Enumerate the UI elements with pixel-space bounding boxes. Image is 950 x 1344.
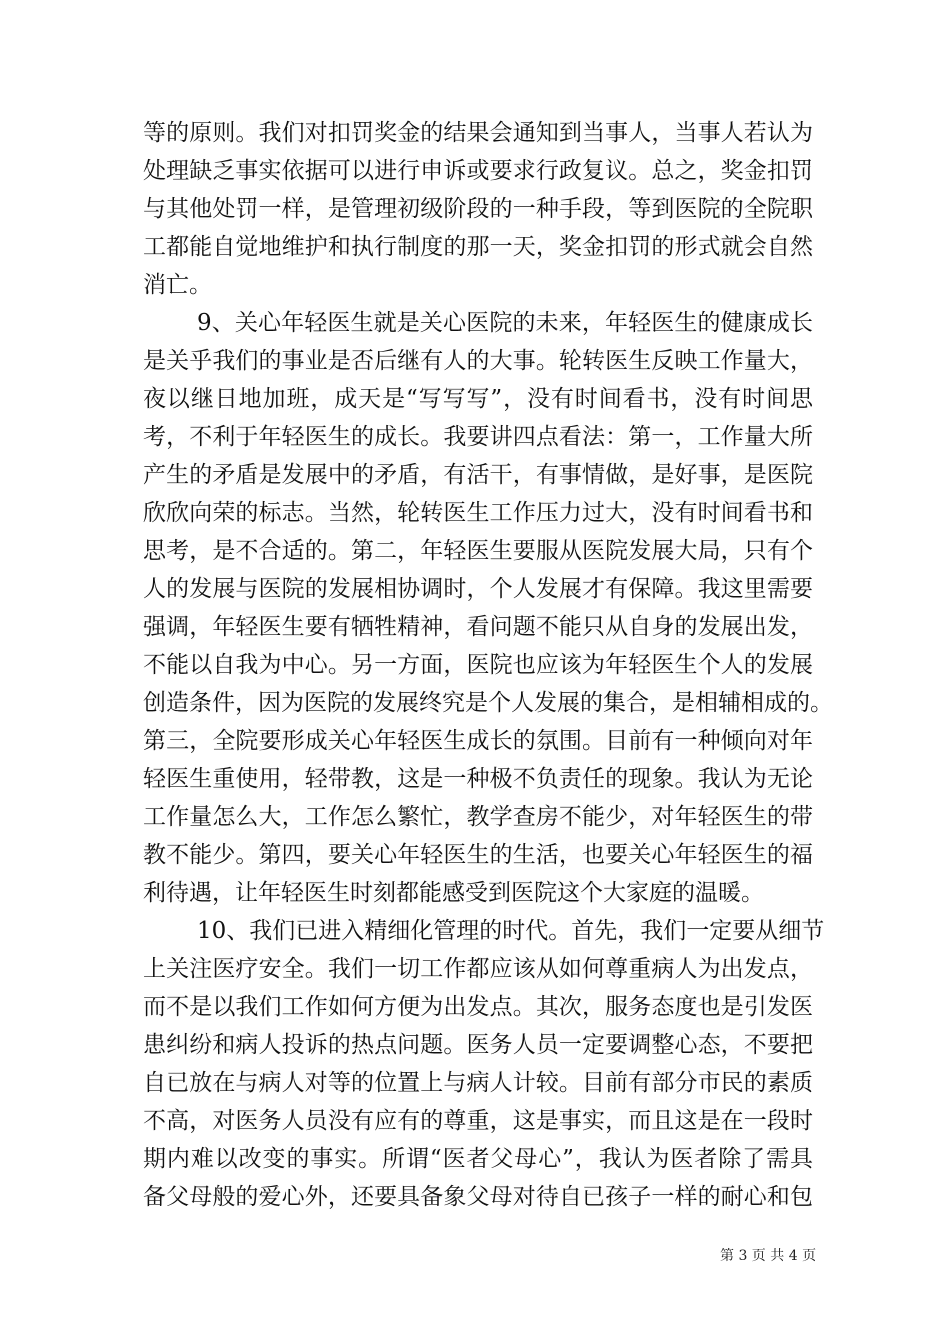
text-line: 而不是以我们工作如何方便为出发点。其次，服务态度也是引发医 — [143, 994, 813, 1020]
text-line: 强调，年轻医生要有牺牲精神，看问题不能只从自身的发展出发， — [143, 614, 813, 640]
text-line: 10、我们已进入精细化管理的时代。首先，我们一定要从细节 — [197, 918, 825, 944]
document-body — [143, 114, 833, 1216]
text-line: 夜以继日地加班，成天是“写写写”，没有时间看书，没有时间思 — [143, 386, 813, 412]
text-line: 不能以自我为中心。另一方面，医院也应该为年轻医生个人的发展 — [143, 652, 813, 678]
text-line: 考，不利于年轻医生的成长。我要讲四点看法：第一，工作量大所 — [143, 424, 813, 450]
text-line: 轻医生重使用，轻带教，这是一种极不负责任的现象。我认为无论 — [143, 766, 813, 792]
text-line: 欣欣向荣的标志。当然，轮转医生工作压力过大，没有时间看书和 — [143, 500, 813, 526]
text-line: 期内难以改变的事实。所谓“医者父母心”，我认为医者除了需具 — [143, 1146, 813, 1172]
text-line: 产生的矛盾是发展中的矛盾，有活干，有事情做，是好事，是医院 — [143, 462, 813, 488]
text-line: 患纠纷和病人投诉的热点问题。医务人员一定要调整心态，不要把 — [143, 1032, 813, 1058]
text-line: 是关乎我们的事业是否后继有人的大事。轮转医生反映工作量大， — [143, 348, 813, 374]
text-line: 人的发展与医院的发展相协调时，个人发展才有保障。我这里需要 — [143, 576, 813, 602]
text-line: 创造条件，因为医院的发展终究是个人发展的集合，是相辅相成的。 — [143, 690, 833, 716]
text-line: 备父母般的爱心外，还要具备象父母对待自已孩子一样的耐心和包 — [143, 1184, 813, 1210]
text-line: 思考，是不合适的。第二，年轻医生要服从医院发展大局，只有个 — [143, 538, 813, 564]
text-line: 第三，全院要形成关心年轻医生成长的氛围。目前有一种倾向对年 — [143, 728, 813, 754]
text-line: 9、关心年轻医生就是关心医院的未来，年轻医生的健康成长 — [197, 310, 813, 336]
page-number-footer: 第 3 页 共 4 页 — [720, 1248, 817, 1264]
text-line: 不高，对医务人员没有应有的尊重，这是事实，而且这是在一段时 — [143, 1108, 813, 1134]
text-line: 工作量怎么大，工作怎么繁忙，教学查房不能少，对年轻医生的带 — [143, 804, 813, 830]
text-line: 与其他处罚一样，是管理初级阶段的一种手段，等到医院的全院职 — [143, 196, 813, 222]
text-line: 利待遇，让年轻医生时刻都能感受到医院这个大家庭的温暖。 — [143, 880, 764, 906]
text-line: 消亡。 — [143, 272, 212, 298]
text-line: 自已放在与病人对等的位置上与病人计较。目前有部分市民的素质 — [143, 1070, 813, 1096]
text-line: 教不能少。第四，要关心年轻医生的生活，也要关心年轻医生的福 — [143, 842, 813, 868]
text-line: 上关注医疗安全。我们一切工作都应该从如何尊重病人为出发点， — [143, 956, 813, 982]
text-line: 处理缺乏事实依据可以进行申诉或要求行政复议。总之，奖金扣罚 — [143, 158, 813, 184]
text-line: 等的原则。我们对扣罚奖金的结果会通知到当事人，当事人若认为 — [143, 120, 813, 146]
text-line: 工都能自觉地维护和执行制度的那一天，奖金扣罚的形式就会自然 — [143, 234, 813, 260]
